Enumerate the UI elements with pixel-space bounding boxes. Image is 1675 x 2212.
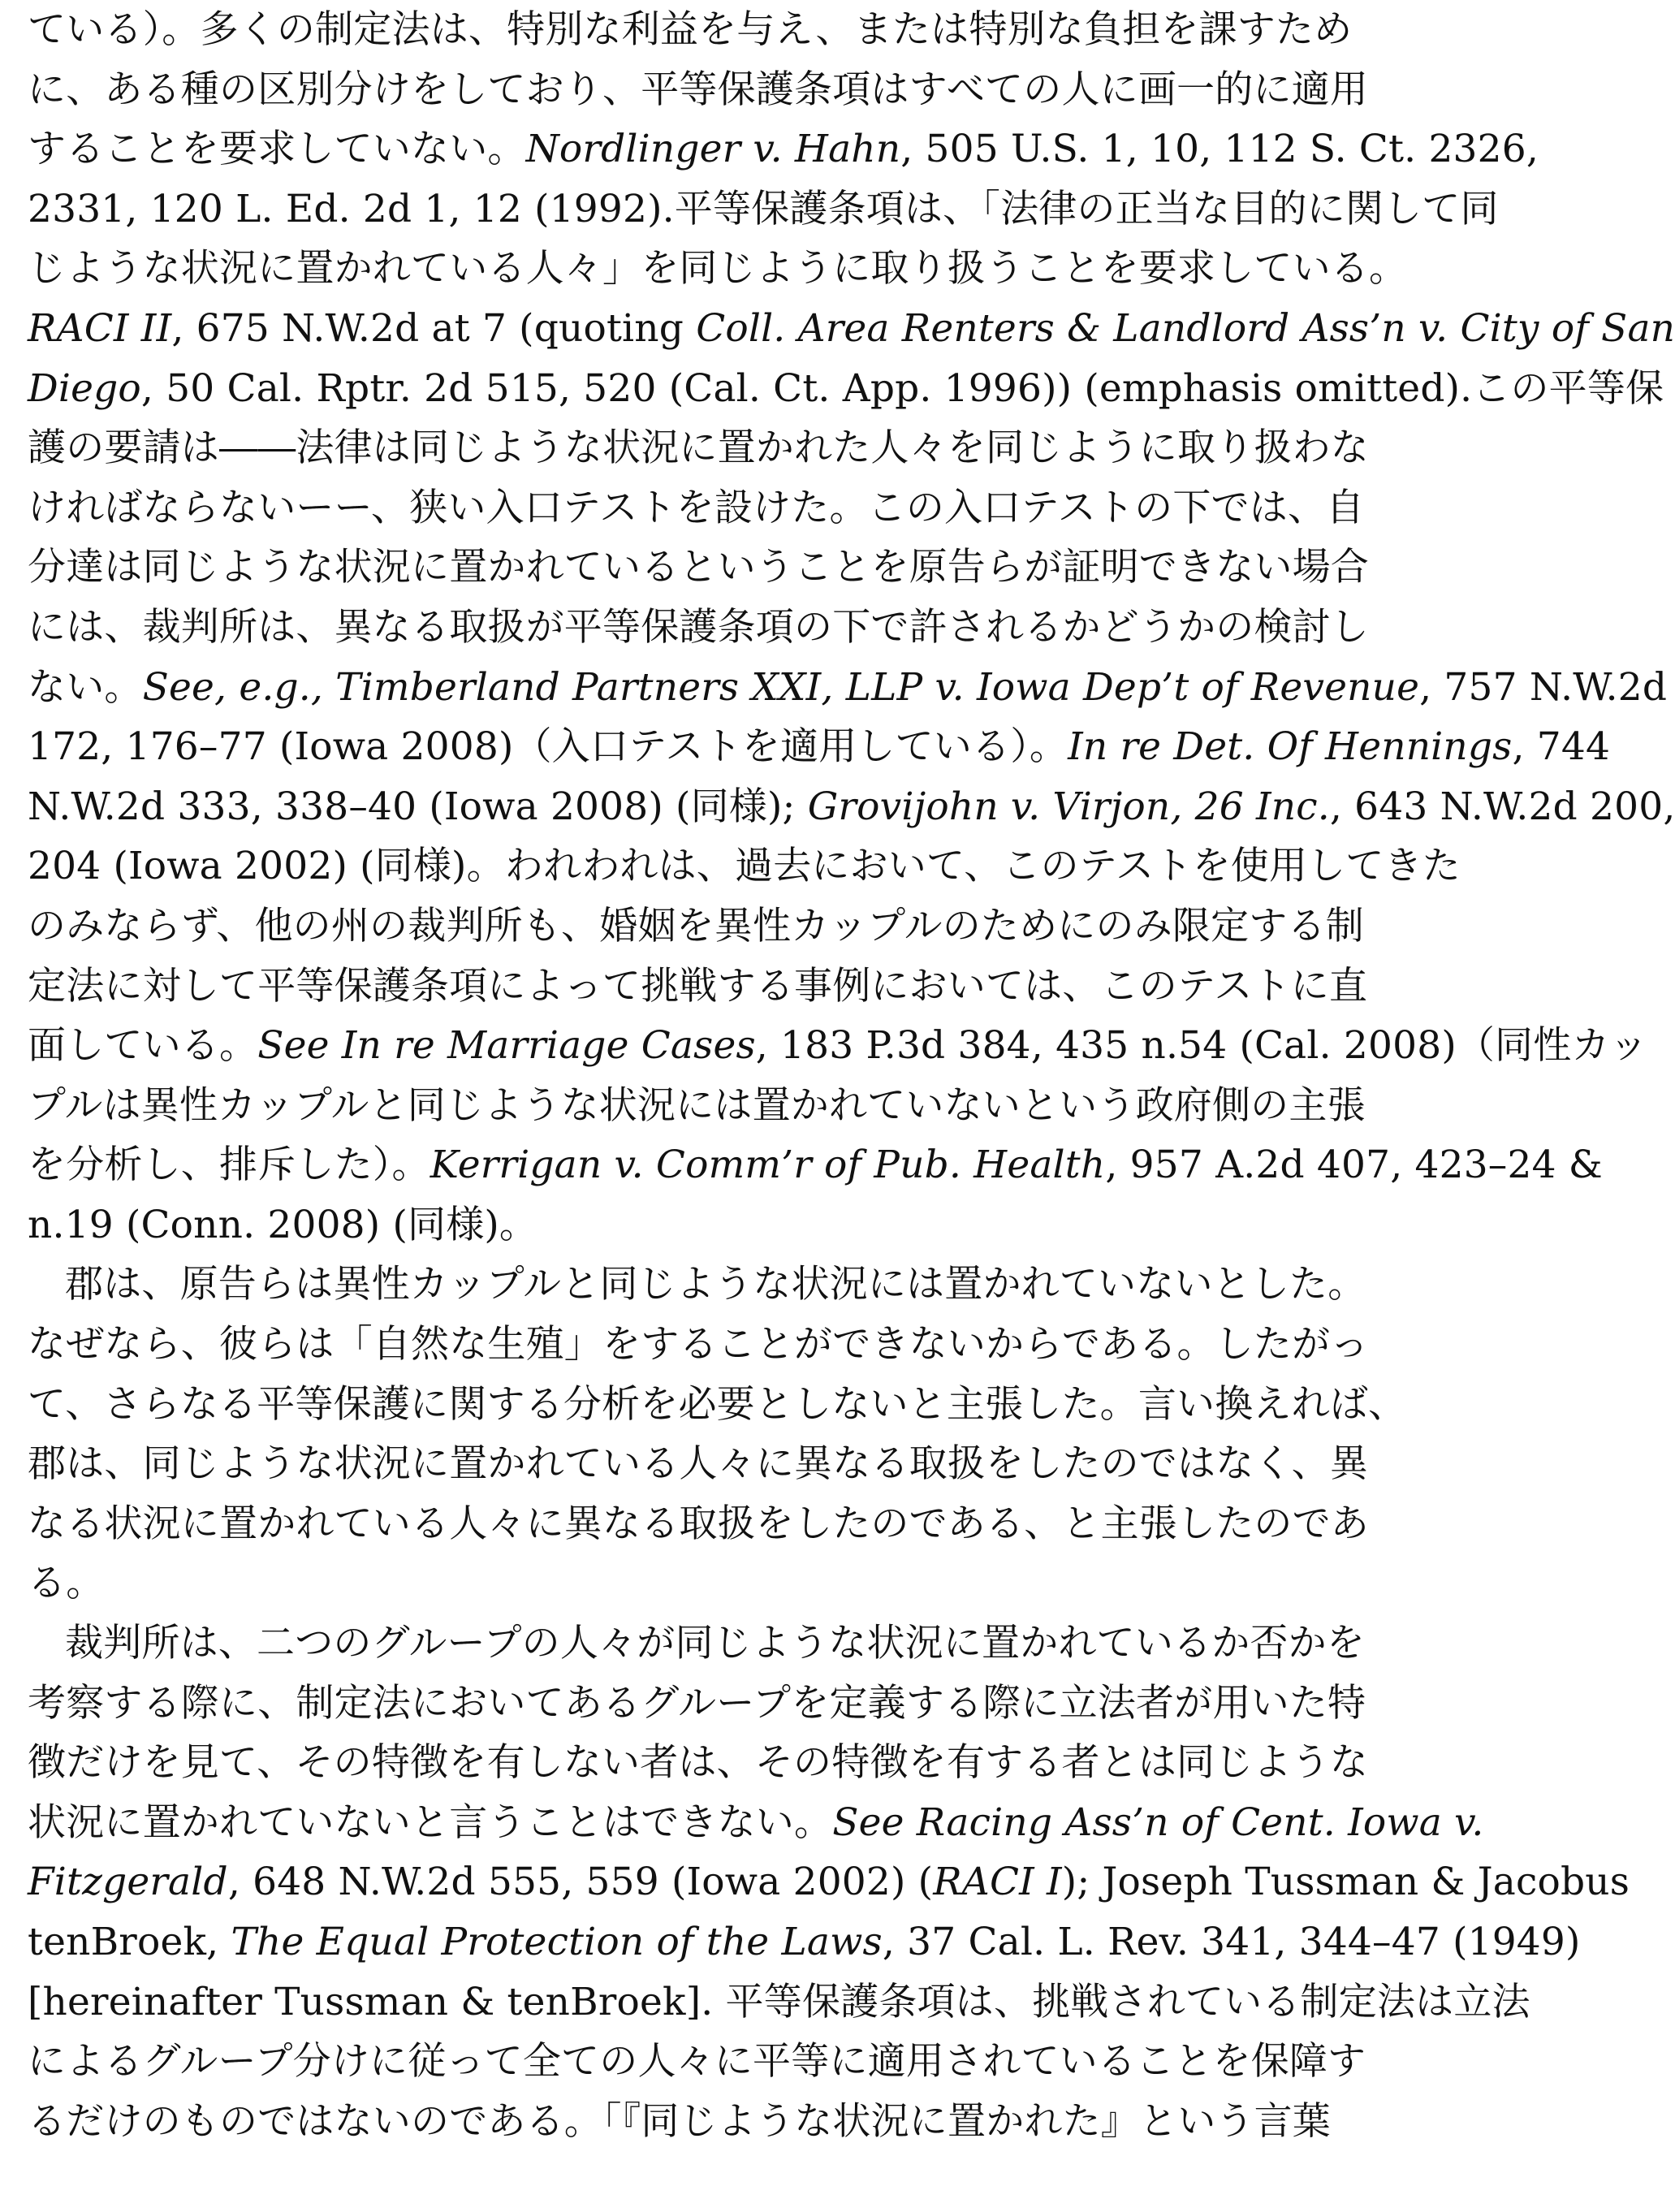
text-run: , 505 U.S. 1, 10, 112 S. Ct. 2326, bbox=[900, 127, 1539, 172]
text-run: 裁判所は、二つのグループの人々が同じような状況に置かれているか否かを bbox=[65, 1621, 1366, 1666]
text-line bbox=[28, 658, 1668, 718]
text-run: , 37 Cal. L. Rev. 341, 344–47 (1949) bbox=[882, 1920, 1581, 1964]
text-run: 面している。 bbox=[28, 1023, 258, 1069]
text-run: て、さらなる平等保護に関する分析を必要としないと主張した。言い換えれば、 bbox=[28, 1381, 1407, 1427]
text-line bbox=[28, 2092, 1450, 2152]
citation-italic: See Racing Ass’n of Cent. Iowa v. bbox=[832, 1799, 1484, 1845]
text-line bbox=[28, 1315, 1450, 1375]
text-line bbox=[28, 777, 1675, 837]
text-run: 172, 176–77 (Iowa 2008)（入口テストを適用している）。 bbox=[28, 724, 1068, 770]
text-run: , 675 N.W.2d at 7 (quoting bbox=[171, 305, 697, 351]
text-run: , 50 Cal. Rptr. 2d 515, 520 (Cal. Ct. App. 1996)) (emphasis omitted).この平等保 bbox=[140, 365, 1664, 411]
text-run: 状況に置かれていないと言うことはできない。 bbox=[28, 1799, 833, 1845]
text-run: ない。 bbox=[28, 664, 143, 710]
text-run: 204 (Iowa 2002) (同様)。われわれは、過去において、このテストを使用してきた bbox=[28, 844, 1461, 889]
text-run: , 648 N.W.2d 555, 559 (Iowa 2002) ( bbox=[227, 1860, 934, 1905]
text-line bbox=[28, 957, 1450, 1017]
text-run: することを要求していない。 bbox=[28, 127, 526, 172]
text-line bbox=[28, 1733, 1450, 1793]
text-line bbox=[28, 1434, 1450, 1494]
text-run: 郡は、同じような状況に置かれている人々に異なる取扱をしたのではなく、異 bbox=[28, 1441, 1369, 1487]
text-line bbox=[28, 1375, 1450, 1435]
text-line bbox=[28, 1255, 1450, 1315]
text-line bbox=[28, 1195, 1450, 1255]
text-line bbox=[28, 1076, 1450, 1136]
text-line bbox=[28, 1135, 1603, 1195]
text-line bbox=[28, 538, 1450, 598]
citation-italic: Kerrigan v. Comm’r of Pub. Health bbox=[430, 1143, 1106, 1188]
paragraph bbox=[28, 1614, 1630, 2151]
text-line bbox=[28, 896, 1450, 957]
text-line bbox=[28, 1614, 1450, 1674]
citation-italic: Fitzgerald bbox=[28, 1860, 228, 1905]
text-run: る。 bbox=[28, 1561, 105, 1606]
text-run: 考察する際に、制定法においてあるグループを定義する際に立法者が用いた特 bbox=[28, 1680, 1366, 1726]
text-run: ければならないーー、狭い入口テストを設けた。この入口テストの下では、自 bbox=[28, 485, 1365, 530]
text-line bbox=[28, 836, 1461, 896]
text-line bbox=[28, 1972, 1530, 2033]
text-line bbox=[28, 1852, 1630, 1912]
citation-italic: In re Det. Of Hennings bbox=[1068, 724, 1513, 770]
text-line bbox=[28, 299, 1675, 359]
citation-italic: RACI II bbox=[28, 305, 172, 351]
citation-italic: RACI I bbox=[933, 1860, 1062, 1905]
text-line bbox=[28, 359, 1664, 419]
document-page bbox=[28, 0, 1675, 2212]
text-run: を分析し、排斥した）。 bbox=[28, 1143, 430, 1188]
text-run: じような状況に置かれている人々」を同じように取り扱うことを要求している。 bbox=[28, 246, 1408, 292]
text-run: るだけのものではないのである。「『同じような状況に置かれた』という言葉 bbox=[28, 2098, 1331, 2144]
text-line bbox=[28, 717, 1611, 777]
paragraph bbox=[28, 0, 1675, 1255]
text-run: ); Joseph Tussman & Jacobus bbox=[1061, 1860, 1630, 1905]
text-line bbox=[28, 1553, 1450, 1614]
text-line bbox=[28, 0, 1450, 60]
text-run: 分達は同じような状況に置かれているということを原告らが証明できない場合 bbox=[28, 545, 1369, 590]
text-line bbox=[28, 239, 1450, 299]
text-run: , 757 N.W.2d bbox=[1419, 664, 1668, 710]
text-run: [hereinafter Tussman & tenBroek]. 平等保護条項は、挑戦されている制定法は立法 bbox=[28, 1979, 1530, 2024]
text-line bbox=[28, 2032, 1450, 2092]
text-line bbox=[28, 1494, 1450, 1554]
text-line bbox=[28, 60, 1450, 120]
citation-italic: Nordlinger v. Hahn bbox=[525, 127, 901, 172]
text-line bbox=[28, 1793, 1484, 1853]
text-line bbox=[28, 598, 1450, 658]
text-run: tenBroek, bbox=[28, 1920, 231, 1964]
citation-italic: Grovijohn v. Virjon, 26 Inc. bbox=[807, 784, 1330, 829]
citation-italic: Diego bbox=[28, 365, 141, 411]
text-run: によるグループ分けに従って全ての人々に平等に適用されていることを保障す bbox=[28, 2039, 1366, 2085]
text-line bbox=[28, 1674, 1450, 1734]
text-run: ている）。多くの制定法は、特別な利益を与え、または特別な負担を課すため bbox=[28, 7, 1353, 52]
text-run: 郡は、原告らは異性カップルと同じような状況には置かれていないとした。 bbox=[65, 1262, 1366, 1307]
text-run: なぜなら、彼らは「自然な生殖」をすることができないからである。したがっ bbox=[28, 1322, 1369, 1367]
citation-italic: The Equal Protection of the Laws bbox=[231, 1920, 883, 1964]
paragraph bbox=[28, 1255, 1450, 1614]
text-run: 2331, 120 L. Ed. 2d 1, 12 (1992).平等保護条項は、「法律の正当な目的に関して同 bbox=[28, 186, 1499, 231]
text-run: なる状況に置かれている人々に異なる取扱をしたのである、と主張したのであ bbox=[28, 1501, 1369, 1546]
text-run: 定法に対して平等保護条項によって挑戦する事例においては、このテストに直 bbox=[28, 963, 1368, 1009]
citation-italic: See, e.g., Timberland Partners XXI, LLP v. Iowa Dep’t of Revenue bbox=[142, 664, 1420, 710]
text-line bbox=[28, 418, 1450, 478]
document-body bbox=[28, 0, 1675, 2151]
text-line bbox=[28, 179, 1499, 240]
text-run: のみならず、他の州の裁判所も、婚姻を異性カップルのためにのみ限定する制 bbox=[28, 903, 1364, 948]
text-run: プルは異性カップルと同じような状況には置かれていないという政府側の主張 bbox=[28, 1082, 1366, 1128]
citation-italic: Coll. Area Renters & Landlord Ass’n v. City of San bbox=[696, 305, 1675, 351]
text-run: N.W.2d 333, 338–40 (Iowa 2008) (同様); bbox=[28, 784, 808, 829]
text-run: , 957 A.2d 407, 423–24 & bbox=[1105, 1143, 1603, 1188]
text-run: 護の要請は――法律は同じような状況に置かれた人々を同じように取り扱わな bbox=[28, 426, 1369, 471]
text-line bbox=[28, 119, 1539, 179]
citation-italic: See In re Marriage Cases bbox=[257, 1023, 756, 1069]
text-run: に、ある種の区別分けをしており、平等保護条項はすべての人に画一的に適用 bbox=[28, 67, 1369, 112]
text-line bbox=[28, 1912, 1581, 1972]
text-run: , 744 bbox=[1512, 724, 1611, 770]
text-run: には、裁判所は、異なる取扱が平等保護条項の下で許されるかどうかの検討し bbox=[28, 604, 1369, 650]
text-line bbox=[28, 1016, 1648, 1076]
text-run: , 643 N.W.2d 200, bbox=[1329, 784, 1675, 829]
text-run: , 183 P.3d 384, 435 n.54 (Cal. 2008)（同性カッ bbox=[755, 1023, 1648, 1069]
text-run: n.19 (Conn. 2008) (同様)。 bbox=[28, 1202, 538, 1247]
text-line bbox=[28, 478, 1450, 538]
text-run: 徴だけを見て、その特徴を有しない者は、その特徴を有する者とは同じような bbox=[28, 1740, 1369, 1786]
